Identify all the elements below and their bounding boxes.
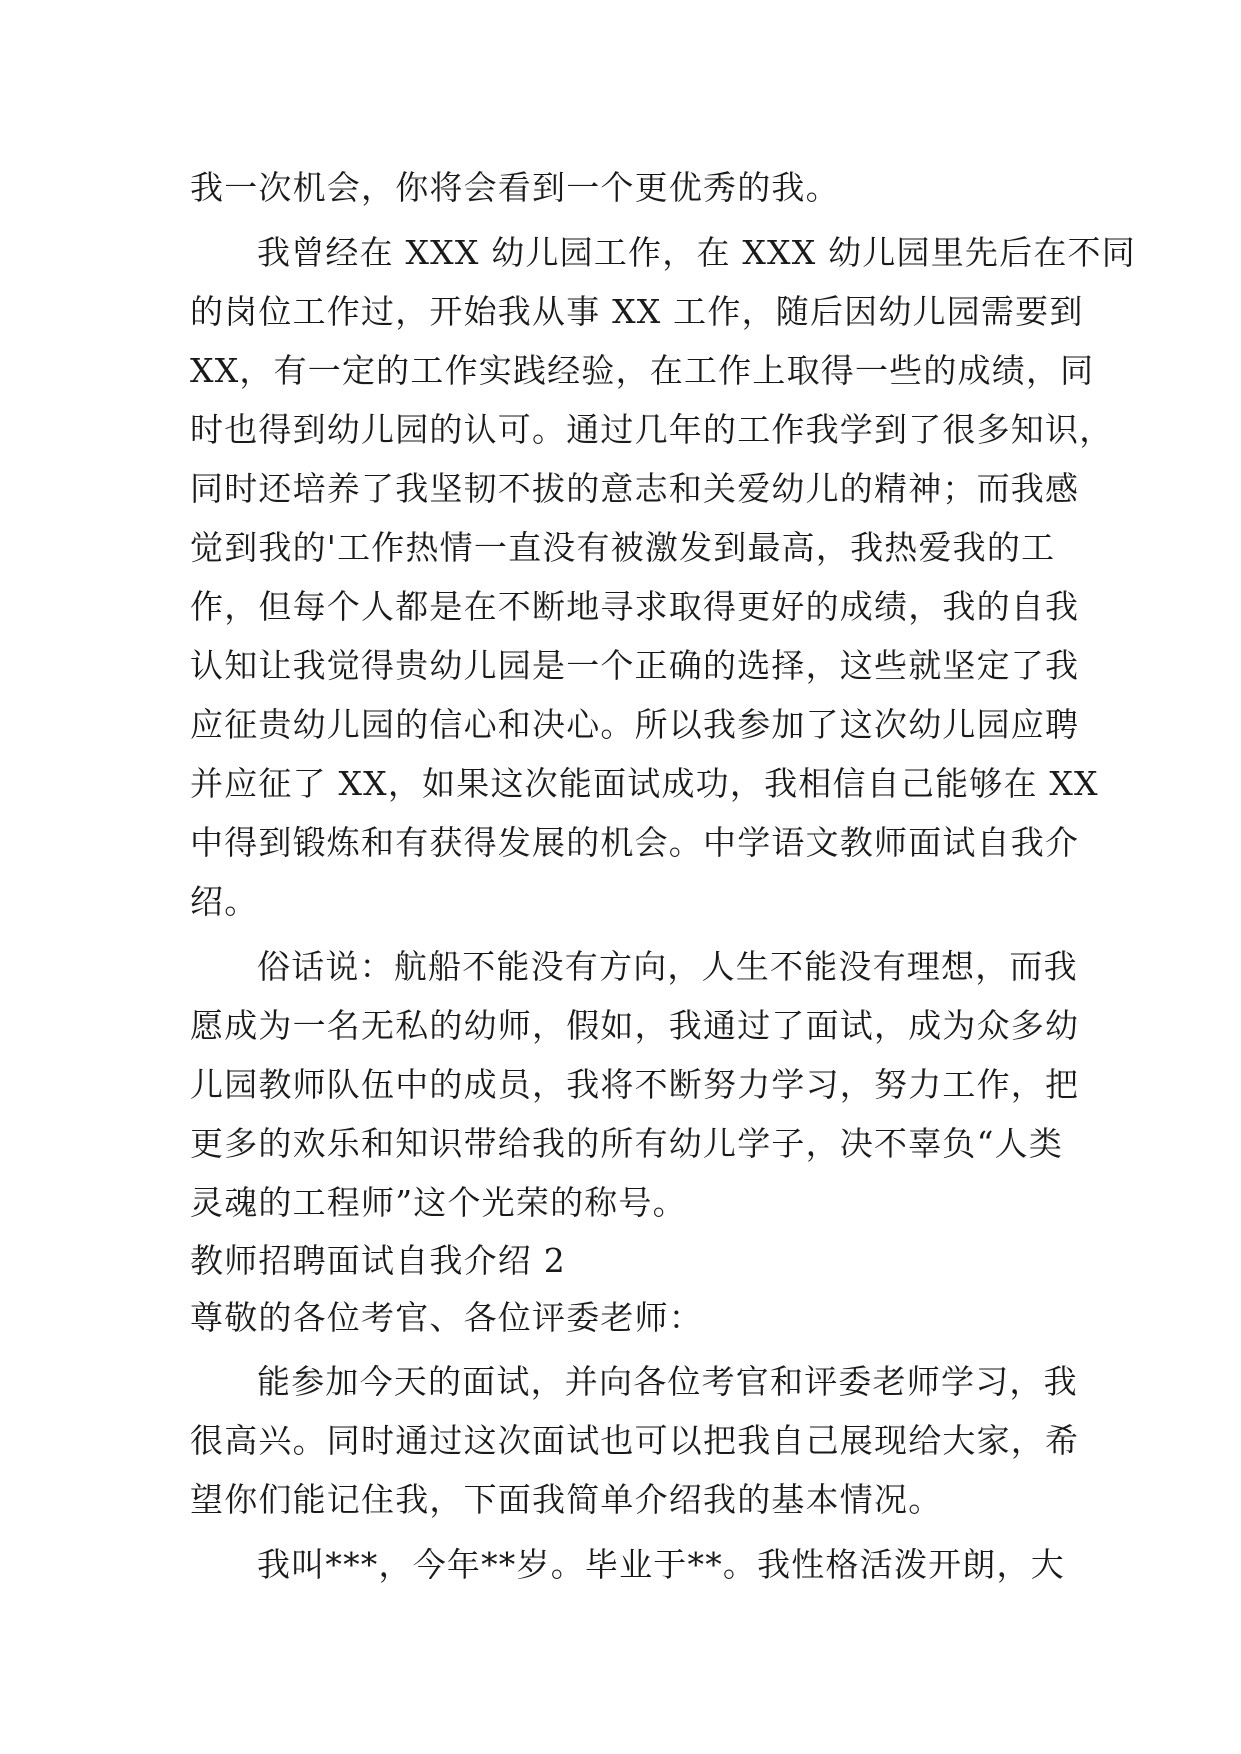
text-line: 中得到锻炼和有获得发展的机会。中学语文教师面试自我介 bbox=[190, 823, 1080, 862]
text-line: 更多的欢乐和知识带给我的所有幼儿学子，决不辜负“人类 bbox=[190, 1124, 1064, 1163]
heading-line: 尊敬的各位考官、各位评委老师： bbox=[190, 1298, 703, 1337]
text-line: 的岗位工作过，开始我从事 XX 工作，随后因幼儿园需要到 bbox=[190, 292, 1084, 331]
text-line: 觉到我的'工作热情一直没有被激发到最高，我热爱我的工 bbox=[190, 528, 1056, 567]
text-line: 儿园教师队伍中的成员，我将不断努力学习，努力工作，把 bbox=[190, 1065, 1080, 1104]
text-line: 愿成为一名无私的幼师，假如，我通过了面试，成为众多幼 bbox=[190, 1006, 1080, 1045]
text-line: 能参加今天的面试，并向各位考官和评委老师学习，我 bbox=[257, 1362, 1078, 1401]
heading-line: 教师招聘面试自我介绍 2 bbox=[190, 1241, 566, 1280]
text-line: 我曾经在 XXX 幼儿园工作，在 XXX 幼儿园里先后在不同 bbox=[257, 233, 1136, 272]
text-line: 应征贵幼儿园的信心和决心。所以我参加了这次幼儿园应聘 bbox=[190, 705, 1080, 744]
text-line: 认知让我觉得贵幼儿园是一个正确的选择，这些就坚定了我 bbox=[190, 646, 1080, 685]
text-line: 作，但每个人都是在不断地寻求取得更好的成绩，我的自我 bbox=[190, 587, 1080, 626]
text-line: 灵魂的工程师”这个光荣的称号。 bbox=[190, 1183, 687, 1222]
text-line: 绍。 bbox=[190, 882, 259, 921]
text-line: 并应征了 XX，如果这次能面试成功，我相信自己能够在 XX bbox=[190, 764, 1099, 803]
text-line: 同时还培养了我坚韧不拔的意志和关爱幼儿的精神；而我感 bbox=[190, 469, 1080, 508]
text-line: XX，有一定的工作实践经验，在工作上取得一些的成绩，同 bbox=[190, 351, 1095, 390]
text-line: 望你们能记住我，下面我简单介绍我的基本情况。 bbox=[190, 1480, 943, 1519]
text-line: 很高兴。同时通过这次面试也可以把我自己展现给大家，希 bbox=[190, 1421, 1080, 1460]
text-line: 时也得到幼儿园的认可。通过几年的工作我学到了很多知识， bbox=[190, 410, 1114, 449]
text-line: 我叫***，今年**岁。毕业于**。我性格活泼开朗，大 bbox=[257, 1545, 1065, 1584]
document-body bbox=[190, 158, 1136, 1594]
text-line: 我一次机会，你将会看到一个更优秀的我。 bbox=[190, 168, 840, 207]
text-line: 俗话说：航船不能没有方向，人生不能没有理想，而我 bbox=[257, 947, 1078, 986]
